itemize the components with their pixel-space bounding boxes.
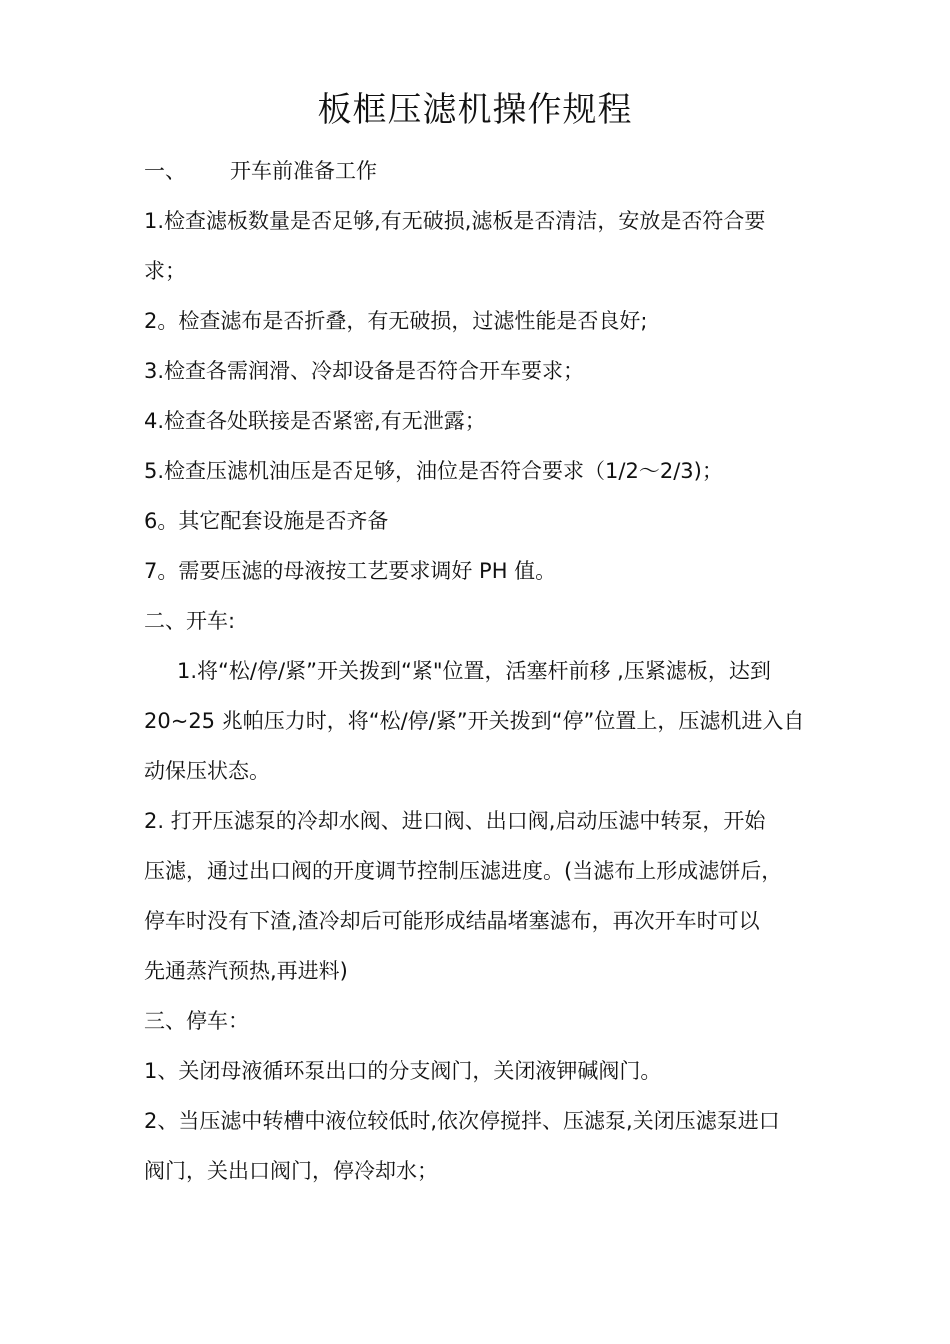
paragraph-line: 1、关闭母液循环泵出口的分支阀门，关闭液钾碱阀门。 — [144, 1059, 662, 1083]
section-number: 一、 — [144, 159, 186, 183]
document-body — [144, 146, 812, 1196]
paragraph-line: 压滤，通过出口阀的开度调节控制压滤进度。(当滤布上形成滤饼后， — [144, 859, 783, 883]
paragraph-line: 2。检查滤布是否折叠，有无破损，过滤性能是否良好; — [144, 309, 648, 333]
paragraph-line: 阀门，关出口阀门，停冷却水； — [144, 1159, 438, 1183]
section-heading-start: 二、开车: — [144, 609, 236, 633]
paragraph-line: 2、当压滤中转槽中液位较低时,依次停搅拌、压滤泵,关闭压滤泵进口 — [144, 1109, 780, 1133]
paragraph-line: 动保压状态。 — [144, 759, 270, 783]
paragraph-line: 6。其它配套设施是否齐备 — [144, 509, 389, 533]
paragraph-line: 1.将“松/停/紧”开关拨到“紧"位置，活塞杆前移 ,压紧滤板，达到 — [177, 659, 771, 683]
section-title: 开车前准备工作 — [230, 159, 377, 183]
page-title: 板框压滤机操作规程 — [317, 90, 633, 130]
paragraph-line: 5.检查压滤机油压是否足够，油位是否符合要求（1/2～2/3)； — [144, 459, 723, 483]
section-heading-stop: 三、停车： — [144, 1009, 249, 1033]
paragraph-line: 4.检查各处联接是否紧密,有无泄露； — [144, 409, 486, 433]
paragraph-line: 20~25 兆帕压力时，将“松/停/紧”开关拨到“停”位置上，压滤机进入自 — [144, 709, 805, 733]
paragraph-line: 7。需要压滤的母液按工艺要求调好 PH 值。 — [144, 559, 557, 583]
paragraph-line: 2. 打开压滤泵的冷却水阀、进口阀、出口阀,启动压滤中转泵，开始 — [144, 809, 766, 833]
paragraph-line: 先通蒸汽预热,再进料) — [144, 959, 348, 983]
paragraph-line: 1.检查滤板数量是否足够,有无破损,滤板是否清洁，安放是否符合要 — [144, 209, 766, 233]
paragraph-line: 3.检查各需润滑、冷却设备是否符合开车要求； — [144, 359, 585, 383]
paragraph-line: 求； — [144, 259, 186, 283]
section-heading-preparation — [144, 146, 812, 196]
paragraph-line: 停车时没有下渣,渣冷却后可能形成结晶堵塞滤布，再次开车时可以 — [144, 909, 760, 933]
